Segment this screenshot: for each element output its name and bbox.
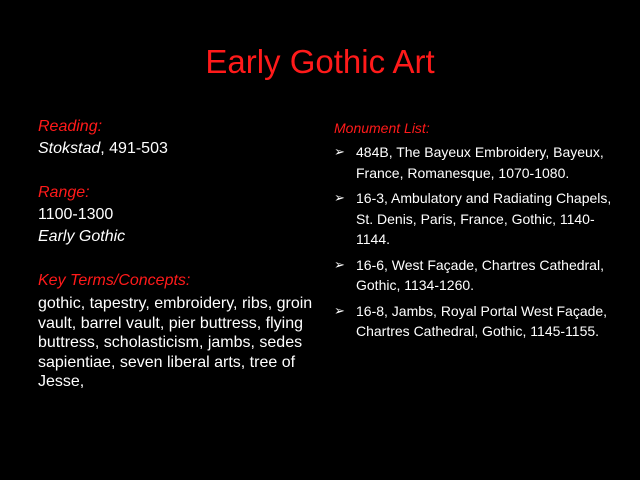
key-terms-text: gothic, tapestry, embroidery, ribs, groin vault, barrel vault, pier buttress, flying buttress, scholasticism, jambs, sedes sapientiae, seven liberal arts, tree of Jesse, <box>38 295 313 390</box>
right-column <box>334 118 624 347</box>
key-terms-label: Key Terms/Concepts: <box>38 272 191 289</box>
arrow-bullet-icon: ➢ <box>334 144 345 159</box>
list-item <box>334 142 624 183</box>
arrow-bullet-icon: ➢ <box>334 302 345 318</box>
reading-label: Reading: <box>38 118 103 135</box>
list-item <box>334 301 624 342</box>
arrow-bullet-icon: ➢ <box>334 190 345 205</box>
monument-list <box>334 142 624 342</box>
reading-pages: , 491-503 <box>100 140 168 157</box>
arrow-bullet-icon: ➢ <box>334 256 345 272</box>
range-period: Early Gothic <box>38 228 126 245</box>
range-label: Range: <box>38 184 90 201</box>
monument-text: 16-8, Jambs, Royal Portal West Façade, Chartres Cathedral, Gothic, 1145-1155. <box>356 302 608 339</box>
slide-title: Early Gothic Art <box>205 43 435 80</box>
left-column <box>38 116 318 392</box>
list-item <box>334 188 624 250</box>
monument-text: 16-6, West Façade, Chartres Cathedral, Gothic, 1134-1260. <box>356 256 604 293</box>
reading-line <box>38 138 318 160</box>
monument-text: 16-3, Ambulatory and Radiating Chapels, St. Denis, Paris, France, Gothic, 1140-1144. <box>356 190 612 247</box>
list-item <box>334 255 624 296</box>
monument-list-label: Monument List: <box>334 120 430 136</box>
monument-text: 484B, The Bayeux Embroidery, Bayeux, France, Romanesque, 1070-1080. <box>356 144 604 181</box>
range-years: 1100-1300 <box>38 206 114 223</box>
reading-source: Stokstad <box>38 140 101 157</box>
